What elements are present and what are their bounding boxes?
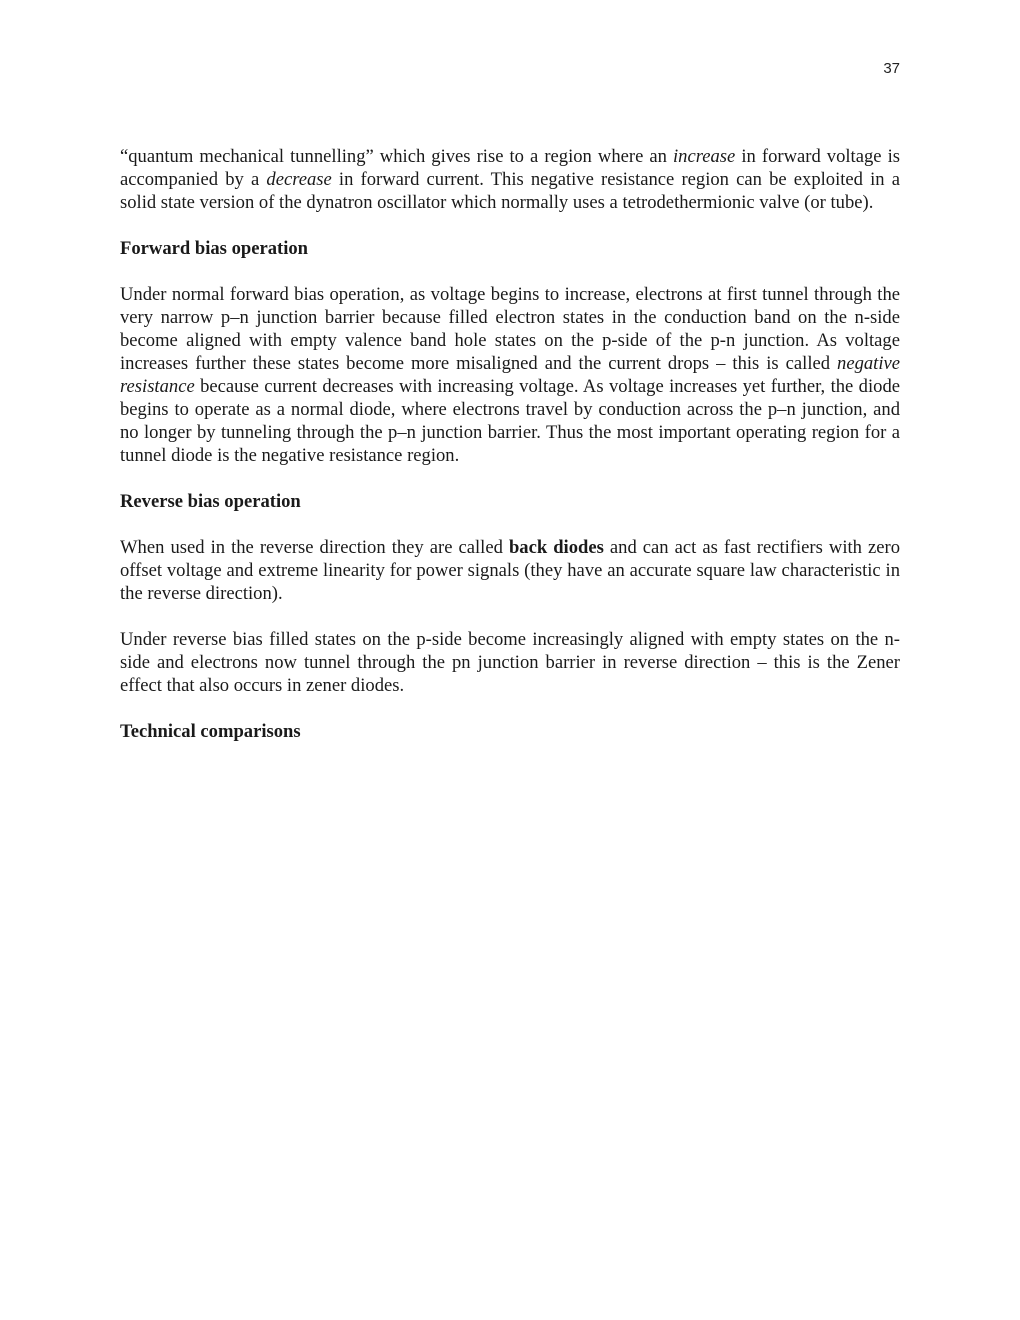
body-paragraph: [120, 283, 900, 467]
paragraph-text: because current decreases with increasing voltage. As voltage increases yet further, the diode begins to operate as a normal diode, where electrons travel by conduction across the p–n junction, and no longer by tunneling through the p–n junction barrier. Thus the most important operating region for a tunnel diode is the negative resistance region.: [120, 376, 900, 466]
heading-text: Forward bias operation: [120, 238, 308, 259]
paragraph-text: Under normal forward bias operation, as voltage begins to increase, electrons at first tunnel through the very narrow p–n junction barrier because filled electron states in the conduction band on the n-side become aligned with empty valence band hole states on the p-side of the p-n junction. As voltage increases further these states become more misaligned and the current drops – this is called: [120, 284, 900, 374]
body-paragraph: [120, 145, 900, 214]
document-body: [120, 145, 900, 766]
body-paragraph: [120, 628, 900, 697]
bold-term: back diodes: [508, 537, 604, 558]
body-paragraph: [120, 536, 900, 605]
emphasized-term: negative resistance: [120, 353, 900, 397]
emphasized-term: increase: [673, 146, 736, 167]
paragraph-text: and can act as fast rectifiers with zero offset voltage and extreme linearity for power signals (they have an accurate square law characteristic in the reverse direction).: [120, 537, 901, 604]
page-number: 37: [883, 60, 900, 77]
emphasized-term: decrease: [266, 169, 332, 190]
heading-text: Technical comparisons: [120, 721, 301, 742]
heading-text: Reverse bias operation: [120, 491, 301, 512]
section-heading: [120, 490, 900, 513]
paragraph-text: When used in the reverse direction they are called: [120, 537, 509, 558]
paragraph-text: “quantum mechanical tunnelling” which gives rise to a region where an: [120, 146, 673, 167]
section-heading: [120, 720, 900, 743]
paragraph-text: in forward voltage is accompanied by a: [120, 146, 900, 190]
section-heading: [120, 237, 900, 260]
paragraph-text: Under reverse bias filled states on the p-side become increasingly aligned with empty states on the n-side and electrons now tunnel through the pn junction barrier in reverse direction – this is the Zener effect that also occurs in zener diodes.: [120, 629, 900, 696]
paragraph-text: in forward current. This negative resistance region can be exploited in a solid state version of the dynatron oscillator which normally uses a tetrodethermionic valve (or tube).: [120, 169, 900, 213]
